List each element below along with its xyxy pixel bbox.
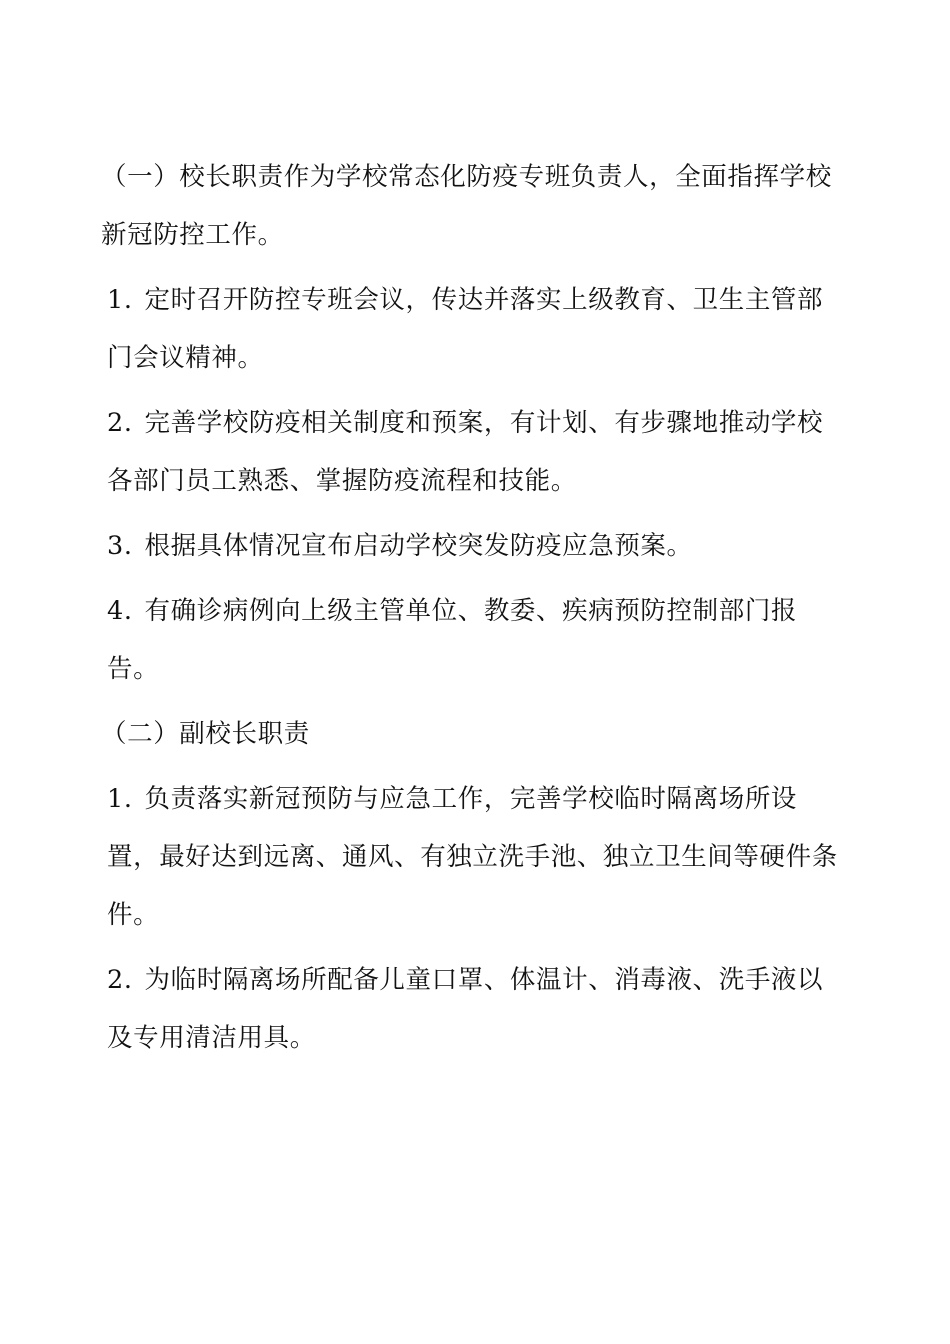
item-number: 1. <box>107 784 133 814</box>
item-text: 根据具体情况宣布启动学校突发防疫应急预案。 <box>144 531 693 561</box>
section-1-item-1 <box>107 271 842 387</box>
item-number: 2. <box>107 408 133 438</box>
section-2-item-1 <box>107 770 842 944</box>
item-number: 4. <box>107 596 133 626</box>
item-text: 为临时隔离场所配备儿童口罩、体温计、消毒液、洗手液以及专用清洁用具。 <box>107 965 824 1053</box>
section-1-item-2 <box>107 394 842 510</box>
item-text: 完善学校防疫相关制度和预案，有计划、有步骤地推动学校各部门员工熟悉、掌握防疫流程和技能。 <box>107 408 824 496</box>
item-number: 1. <box>107 285 133 315</box>
section-1-item-3 <box>107 517 842 575</box>
item-text: 负责落实新冠预防与应急工作，完善学校临时隔离场所设置，最好达到远离、通风、有独立洗手池、独立卫生间等硬件条件。 <box>107 784 838 930</box>
item-number: 3. <box>107 531 133 561</box>
item-number: 2. <box>107 965 133 995</box>
section-1-heading: （一）校长职责作为学校常态化防疫专班负责人，全面指挥学校新冠防控工作。 <box>101 162 832 250</box>
item-text: 定时召开防控专班会议，传达并落实上级教育、卫生主管部门会议精神。 <box>107 285 824 373</box>
section-1-item-4 <box>107 582 842 698</box>
section-2-heading: （二）副校长职责 <box>101 719 310 749</box>
document-body <box>101 148 842 1074</box>
section-2-item-2 <box>107 951 842 1067</box>
item-text: 有确诊病例向上级主管单位、教委、疾病预防控制部门报告。 <box>107 596 798 684</box>
